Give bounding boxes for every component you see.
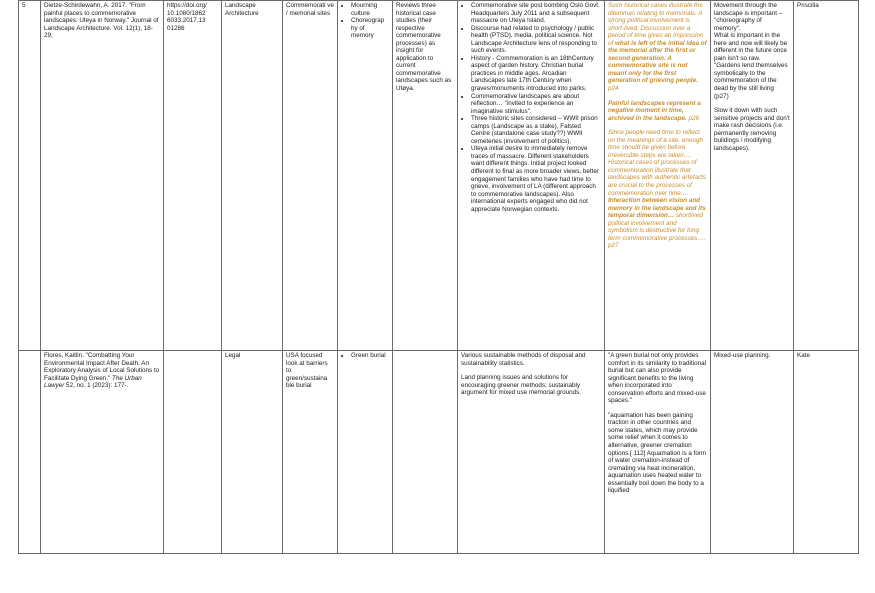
quotes-cell: "A green burial not only provides comfort in its similarity to traditional burial but can also provide significant benefits to the living when incorporated into conservation efforts and mixed-use spaces." "aquamation has been gaining traction in other countries and some states, which may provide some relief when it comes to alternative, greener cremation options.[ 112] Aquamation is a form of water cremation-instead of cremating via heat incineration, aquamation uses heated water to essentially boil down the body to a liquified (605, 351, 711, 554)
keywords-cell (338, 351, 393, 554)
findings-cell (458, 1, 605, 351)
keyword-item: • Mourning culture (351, 2, 389, 17)
row-number: 5 (19, 1, 41, 351)
discipline-cell: Legal (222, 351, 283, 554)
table-row (19, 351, 859, 554)
implications-cell: Movement through the landscape is important – "choreography of memory". What is important in the here and now will likely be different in the future once pain isn't so raw. "Gardens lend themselves symbolically to the commemoration of the dead by the still living (p27) Slow it down with such sensitive projects and don't make rash decisions (i.e. permanently removing buildings / modifying landscapes). (711, 1, 794, 351)
focus-cell: Commemorati ve / memorial sites (283, 1, 338, 351)
quote-paragraph: Painful landscapes represent a negative moment in time, archived in the landscape. p26 (608, 99, 701, 122)
implications-cell: Mixed-use planning. (711, 351, 794, 554)
finding-item: • Uteya initial desire to immediately remove traces of massacre. Different stakeholders want different things. Initial project looked different to final as more broader views, better engagement families who have had time to grieve, involvement of LA (different approach to commemorative landscapes). Also international experts engaged who did not appreciate Norwegian contexts. (471, 145, 601, 213)
keyword-item: • Choreograp hy of memory (351, 17, 389, 40)
finding-item: • Discourse had related to psychology / public health (PTSD), media, political science. Not Landscape Architecture lens of responding to such events. (471, 25, 601, 55)
method-cell: Reviews three historical case studies (their respective commemorative processes) as insight for application to current commemorative landscapes such as Utøya. (393, 1, 458, 351)
keyword-item: • Green burial (351, 352, 389, 360)
reviewer-cell: Priscilla (794, 1, 859, 351)
citation-cell: Flores, Kaitlin. "Combatting Your Environmental Impact After Death: An Exploratory Analysis of Local Solutions to Facilitate Dying Green." The Urban Lawyer 52, no. 1 (2023): 177-. (41, 351, 164, 554)
finding-item: • Commemorative site post bombing Oslo Govt. Headquarters July 2011 and a subsequent massacre on Uteya Island. (471, 2, 601, 25)
quotes-cell (605, 1, 711, 351)
reviewer-cell: Kate (794, 351, 859, 554)
finding-item: • Commemorative landscapes are about reflection… "invited to experience an imaginative stimulus". (471, 93, 601, 116)
quote-paragraph: Such historical cases illustrate the dilemmas relating to memorials. A strong political involvement is short-lived. Discussion over a period of time gives an impression of what is left of the initial idea of the memorial after the first or second generation. A commemorative site is not meant only for the first generation of grieving people. p24 (608, 2, 707, 93)
citation-cell: Dietze-Schirdewahn, A. 2017. "From painful places to commemorative landscapes: Uteya in Norway." Journal of Landscape Architecture. Vol. 12(1), 18-29, (41, 1, 164, 351)
method-cell (393, 351, 458, 554)
finding-item: • History - Commemoration is an 18thCentury aspect of garden history. Christian burial practices in middle ages. Arcadian Landscapes late 17th Century when graves/monuments introduced into parks. (471, 55, 601, 93)
quote-paragraph: Since people need time to reflect on the meanings of a site, enough time should be given before irreversible steps are taken…. Historical cases of processes of commemoration illustrate that landscapes with authentic artefacts are crucial to the processes of commemoration over time…. Interaction between vision and memory in the landscape and its temporal dimension… shortlived political involvement and symbolism is destructive for long term commemorative processes…. p27 (608, 129, 707, 250)
discipline-cell: Landscape Architecture (222, 1, 283, 351)
table-row (19, 1, 859, 351)
row-number (19, 351, 41, 554)
finding-item: • Three historic sites considered – WWII prison camps (Landscape as a stake), Falsted Centre (standalone case study??) WWII cemeteries (involvement of politics). (471, 115, 601, 145)
focus-cell: USA focused look at barriers to green/sustaina ble burial (283, 351, 338, 554)
findings-cell: Various sustainable methods of disposal and sustainability statistics. Land planning issues and solutions for encouraging greener methods; sustainably argument for mixed use memorial grounds. (458, 351, 605, 554)
doi-cell (164, 351, 222, 554)
keywords-cell (338, 1, 393, 351)
doi-cell: https://doi.org/ 10.1080/1862 6033.2017.13 01286 (164, 1, 222, 351)
literature-review-table (18, 0, 859, 554)
